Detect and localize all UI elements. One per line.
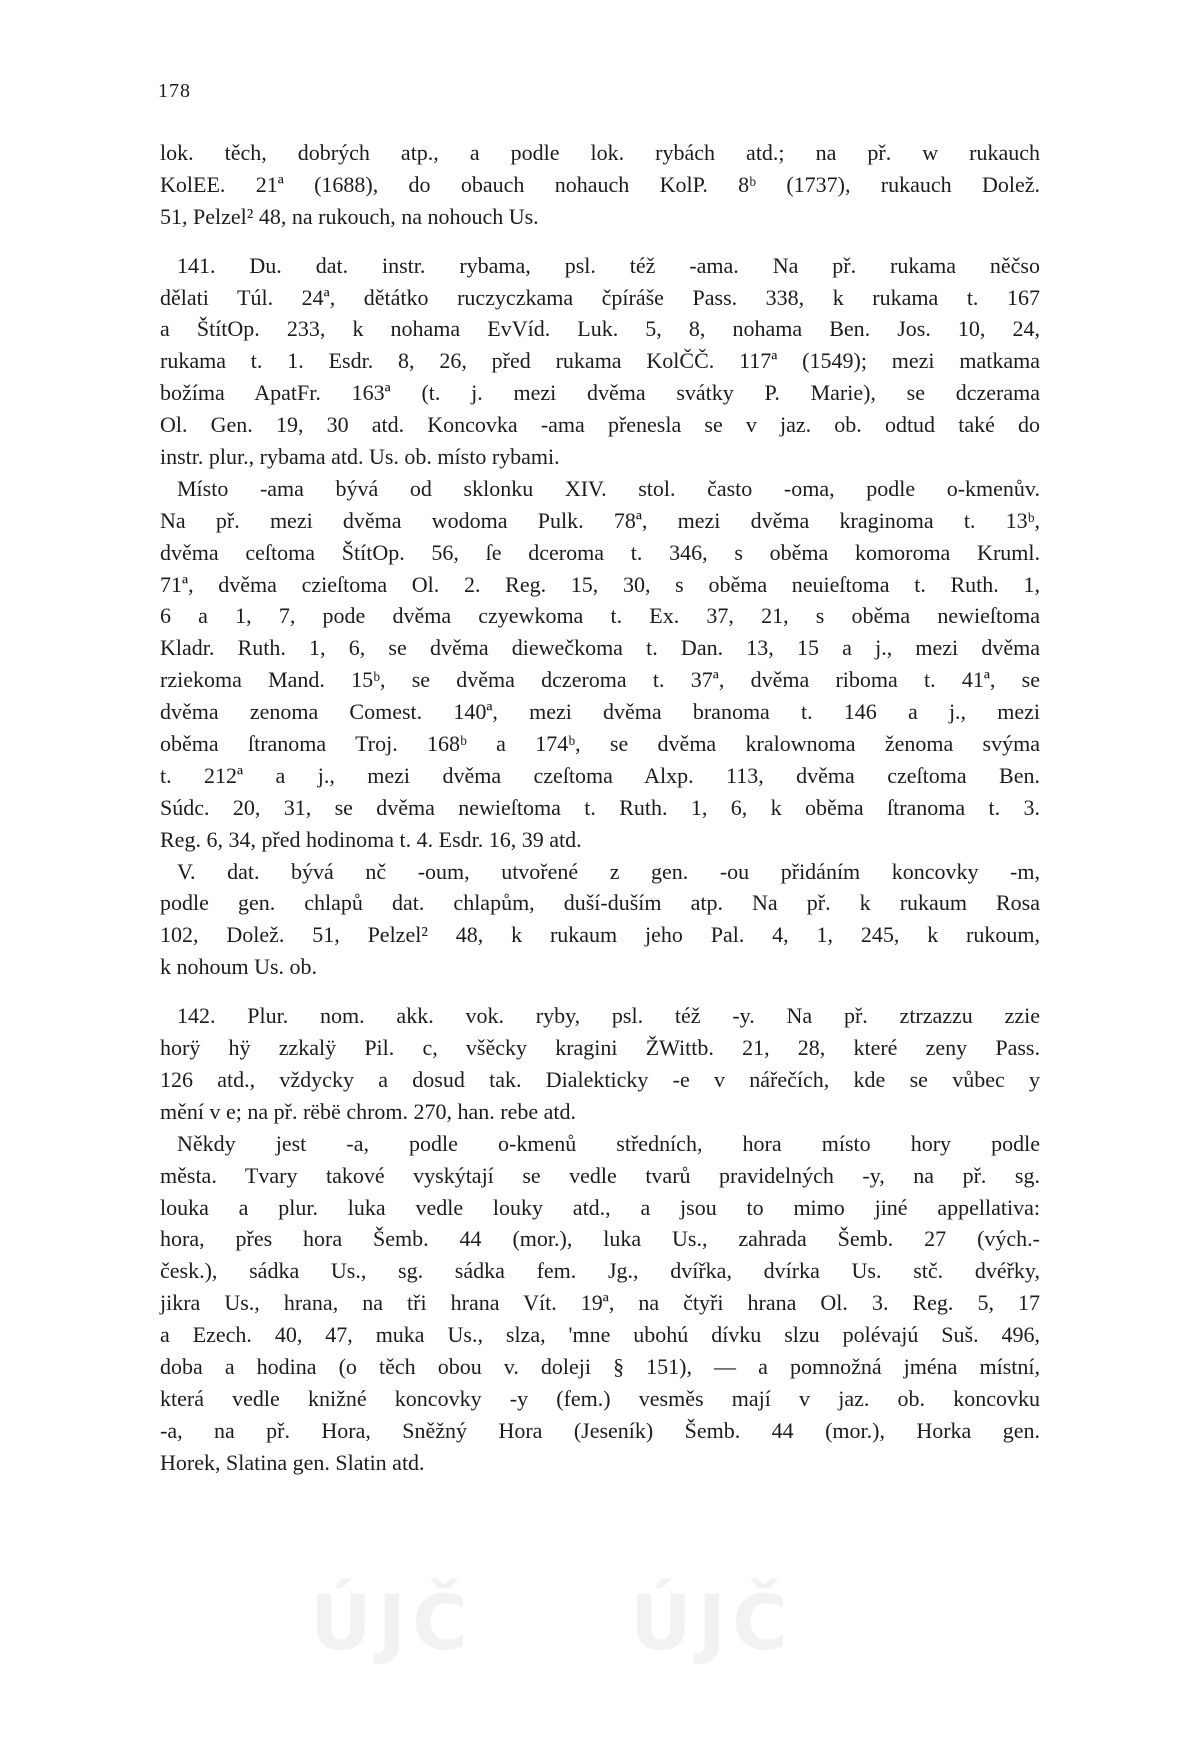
watermark-right: ÚJČ — [630, 1578, 794, 1667]
text-line: česk.), sádka Us., sg. sádka fem. Jg., dvířka, dvírka Us. stč. dvéřky, — [160, 1258, 1040, 1284]
text-line: mění v e; na př. rëbë chrom. 270, han. rebe atd. — [160, 1098, 577, 1124]
text-line: Ol. Gen. 19, 30 atd. Koncovka -ama přenesla se v jaz. ob. odtud také do — [160, 412, 1040, 438]
text-line: k nohoum Us. ob. — [160, 954, 318, 980]
text-line: 51, Pelzel² 48, na rukouch, na nohouch Us. — [160, 203, 539, 229]
text-line: KolEE. 21ª (1688), do obauch nohauch KolP. 8ᵇ (1737), rukauch Dolež. — [160, 171, 1040, 197]
body-text — [160, 137, 1040, 1479]
text-line: dvěma ceſtoma ŠtítOp. 56, ſe dceroma t. 346, s oběma komoroma Kruml. — [160, 539, 1040, 565]
text-line: Súdc. 20, 31, se dvěma newieſtoma t. Ruth. 1, 6, k oběma ſtranoma t. 3. — [160, 794, 1040, 820]
text-line: Někdy jest -a, podle o-kmenů středních, hora místo hory podle — [177, 1130, 1040, 1156]
text-line: instr. plur., rybama atd. Us. ob. místo rybami. — [160, 444, 560, 470]
text-line: jikra Us., hrana, na tři hrana Vít. 19ª, na čtyři hrana Ol. 3. Reg. 5, 17 — [160, 1290, 1040, 1316]
text-line: která vedle knižné koncovky -y (fem.) vesměs mají v jaz. ob. koncovku — [160, 1385, 1040, 1411]
text-line: města. Tvary takové vyskýtají se vedle tvarů pravidelných -y, na př. sg. — [160, 1162, 1040, 1188]
text-line: dělati Túl. 24ª, dětátko ruczyczkama čpíráše Pass. 338, k rukama t. 167 — [160, 284, 1040, 310]
text-line: louka a plur. luka vedle louky atd., a jsou to mimo jiné appellativa: — [160, 1194, 1040, 1220]
text-line: Reg. 6, 34, před hodinoma t. 4. Esdr. 16, 39 atd. — [160, 826, 582, 852]
text-line: 142. Plur. nom. akk. vok. ryby, psl. též -y. Na př. ztrzazzu zzie — [177, 1003, 1040, 1029]
text-line: hora, přes hora Šemb. 44 (mor.), luka Us., zahrada Šemb. 27 (vých.- — [160, 1226, 1040, 1252]
text-line: V. dat. bývá nč -oum, utvořené z gen. -ou přidáním koncovky -m, — [177, 858, 1040, 884]
text-line: doba a hodina (o těch obou v. doleji § 151), — a pomnožná jména místní, — [160, 1353, 1040, 1379]
text-line: -a, na př. Hora, Sněžný Hora (Jeseník) Šemb. 44 (mor.), Horka gen. — [160, 1417, 1040, 1443]
text-line: Horek, Slatina gen. Slatin atd. — [160, 1449, 425, 1475]
text-line: rukama t. 1. Esdr. 8, 26, před rukama KolČČ. 117ª (1549); mezi matkama — [160, 348, 1040, 374]
text-line: podle gen. chlapů dat. chlapům, duší-duším atp. Na př. k rukaum Rosa — [160, 890, 1040, 916]
text-line: Na př. mezi dvěma wodoma Pulk. 78ª, mezi dvěma kraginoma t. 13ᵇ, — [160, 507, 1040, 533]
text-line: 71ª, dvěma czieſtoma Ol. 2. Reg. 15, 30, s oběma neuieſtoma t. Ruth. 1, — [160, 571, 1040, 597]
text-line: rziekoma Mand. 15ᵇ, se dvěma dczeroma t. 37ª, dvěma riboma t. 41ª, se — [160, 667, 1040, 693]
text-line: a Ezech. 40, 47, muka Us., slza, 'mne ubohú dívku slzu polévajú Suš. 496, — [160, 1322, 1040, 1348]
text-line: Místo -ama bývá od sklonku XIV. stol. často -oma, podle o-kmenův. — [177, 475, 1040, 501]
text-line: božíma ApatFr. 163ª (t. j. mezi dvěma svátky P. Marie), se dczerama — [160, 380, 1040, 406]
text-line: 126 atd., vždycky a dosud tak. Dialekticky -e v nářečích, kde se vůbec y — [160, 1066, 1040, 1092]
text-line: Kladr. Ruth. 1, 6, se dvěma diewečkoma t. Dan. 13, 15 a j., mezi dvěma — [160, 635, 1040, 661]
paragraph-gap — [160, 233, 1040, 250]
text-line: 102, Dolež. 51, Pelzel² 48, k rukaum jeho Pal. 4, 1, 245, k rukoum, — [160, 922, 1040, 948]
text-line: 6 a 1, 7, pode dvěma czyewkoma t. Ex. 37, 21, s oběma newieſtoma — [160, 603, 1040, 629]
text-line: lok. těch, dobrých atp., a podle lok. rybách atd.; na př. w rukauch — [160, 140, 1040, 165]
text-line: a ŠtítOp. 233, k nohama EvVíd. Luk. 5, 8, nohama Ben. Jos. 10, 24, — [160, 316, 1040, 342]
page-number: 178 — [158, 80, 191, 102]
text-line: oběma ſtranoma Troj. 168ᵇ a 174ᵇ, se dvěma kralownoma ženoma svýma — [160, 731, 1040, 757]
text-line: t. 212ª a j., mezi dvěma czeſtoma Alxp. 113, dvěma czeſtoma Ben. — [160, 762, 1040, 788]
text-line: horÿ hÿ zzkalÿ Pil. c, všěcky kragini ŽWittb. 21, 28, které zeny Pass. — [160, 1035, 1040, 1061]
watermark-left: ÚJČ — [310, 1578, 474, 1667]
paragraph-gap — [160, 983, 1040, 1000]
text-line: dvěma zenoma Comest. 140ª, mezi dvěma branoma t. 146 a j., mezi — [160, 699, 1040, 725]
text-line: 141. Du. dat. instr. rybama, psl. též -ama. Na př. rukama něčso — [177, 252, 1040, 278]
